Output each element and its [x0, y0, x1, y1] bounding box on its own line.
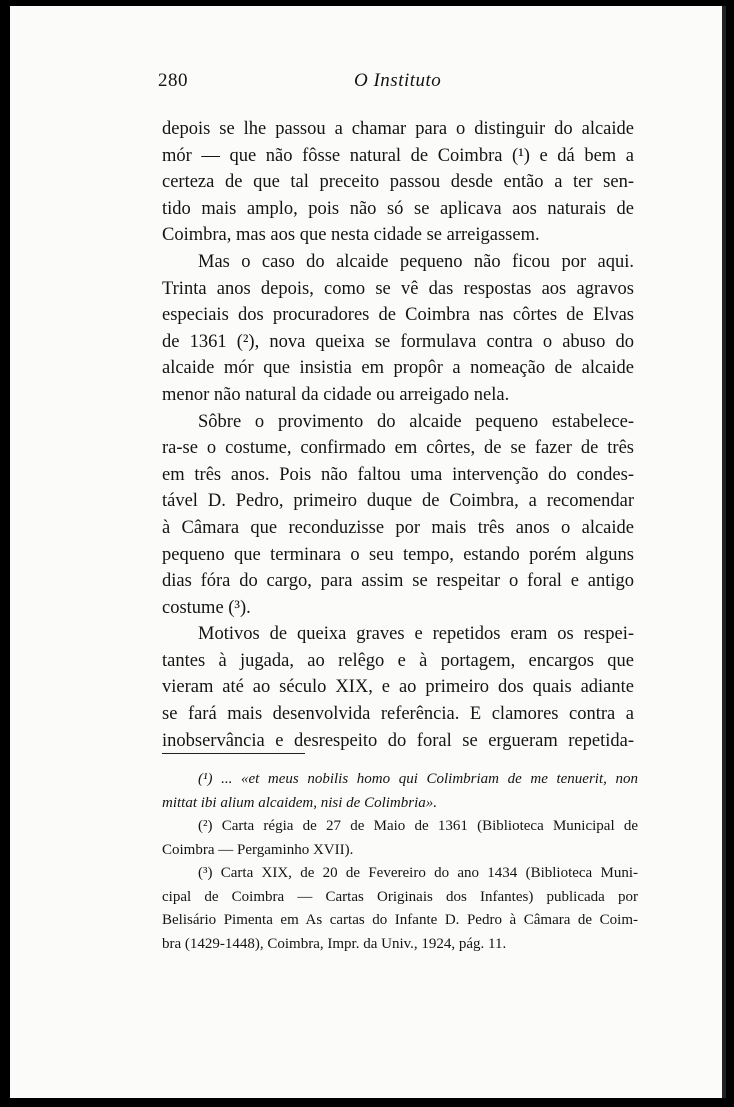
body-line: ra-se o costume, confirmado em côrtes, de se fazer de três — [162, 438, 634, 459]
body-line: Motivos de queixa graves e repetidos eram os respei- — [198, 624, 634, 645]
body-line: se fará mais desenvolvida referência. E clamores contra a — [162, 704, 634, 725]
footnote-line: (²) Carta régia de 27 de Maio de 1361 (Biblioteca Municipal de — [198, 818, 638, 834]
body-line: tido mais amplo, pois não só se aplicava aos naturais de — [162, 198, 634, 219]
body-line: menor não natural da cidade ou arreigado nela. — [162, 384, 510, 405]
footnotes — [162, 768, 638, 956]
page-number: 280 — [158, 70, 188, 91]
body-line: inobservância e desrespeito do foral se ergueram repetida- — [162, 730, 634, 751]
body-line: em três anos. Pois não faltou uma intervenção do condes- — [162, 464, 634, 485]
footnote-line: (¹) ... «et meus nobilis homo qui Colimbriam de me tenuerit, non — [198, 771, 638, 787]
body-line: mór — que não fôsse natural de Coimbra (¹) e dá bem a — [162, 145, 634, 166]
body-text — [162, 116, 634, 754]
body-line: dias fóra do cargo, para assim se respeitar o foral e antigo — [162, 571, 634, 592]
body-line: depois se lhe passou a chamar para o distinguir do alcaide — [162, 119, 634, 139]
footnote-line: (³) Carta XIX, de 20 de Fevereiro do ano 1434 (Biblioteca Muni- — [198, 865, 638, 881]
running-title: O Instituto — [354, 70, 442, 91]
footnote-line: Coimbra — Pergaminho XVII). — [162, 841, 354, 858]
footnote-line: cipal de Coimbra — Cartas Originais dos Infantes) publicada por — [162, 888, 638, 905]
footnote-line: mittat ibi alium alcaidem, nisi de Colimbria». — [162, 794, 437, 811]
body-line: Sôbre o provimento do alcaide pequeno estabelece- — [198, 411, 634, 432]
body-line: Coimbra, mas aos que nesta cidade se arreigassem. — [162, 225, 540, 246]
body-line: costume (³). — [162, 597, 251, 618]
body-line: tantes à jugada, ao relêgo e à portagem, encargos que — [162, 650, 634, 671]
footnote-line: Belisário Pimenta em As cartas do Infante D. Pedro à Câmara de Coim- — [162, 912, 638, 928]
body-line: Trinta anos depois, como se vê das respostas aos agravos — [162, 278, 634, 299]
body-line: especiais dos procuradores de Coimbra nas côrtes de Elvas — [162, 305, 634, 326]
document-page — [10, 6, 726, 1098]
scan-edge — [722, 6, 726, 1098]
body-line: tável D. Pedro, primeiro duque de Coimbra, a recomendar — [162, 491, 634, 512]
footnote-separator — [162, 753, 305, 754]
body-line: alcaide mór que insistia em propôr a nomeação de alcaide — [162, 358, 634, 379]
body-line: Mas o caso do alcaide pequeno não ficou por aqui. — [198, 251, 634, 272]
footnote-line: bra (1429-1448), Coimbra, Impr. da Univ., 1924, pág. 11. — [162, 935, 507, 952]
body-line: pequeno que terminara o seu tempo, estando porém alguns — [162, 544, 634, 565]
body-line: certeza de que tal preceito passou desde então a ter sen- — [162, 172, 634, 193]
body-line: à Câmara que reconduzisse por mais três anos o alcaide — [162, 517, 634, 538]
body-line: vieram até ao século XIX, e ao primeiro dos quais adiante — [162, 677, 634, 698]
body-line: de 1361 (²), nova queixa se formulava contra o abuso do — [162, 331, 634, 352]
page-header — [10, 70, 726, 100]
